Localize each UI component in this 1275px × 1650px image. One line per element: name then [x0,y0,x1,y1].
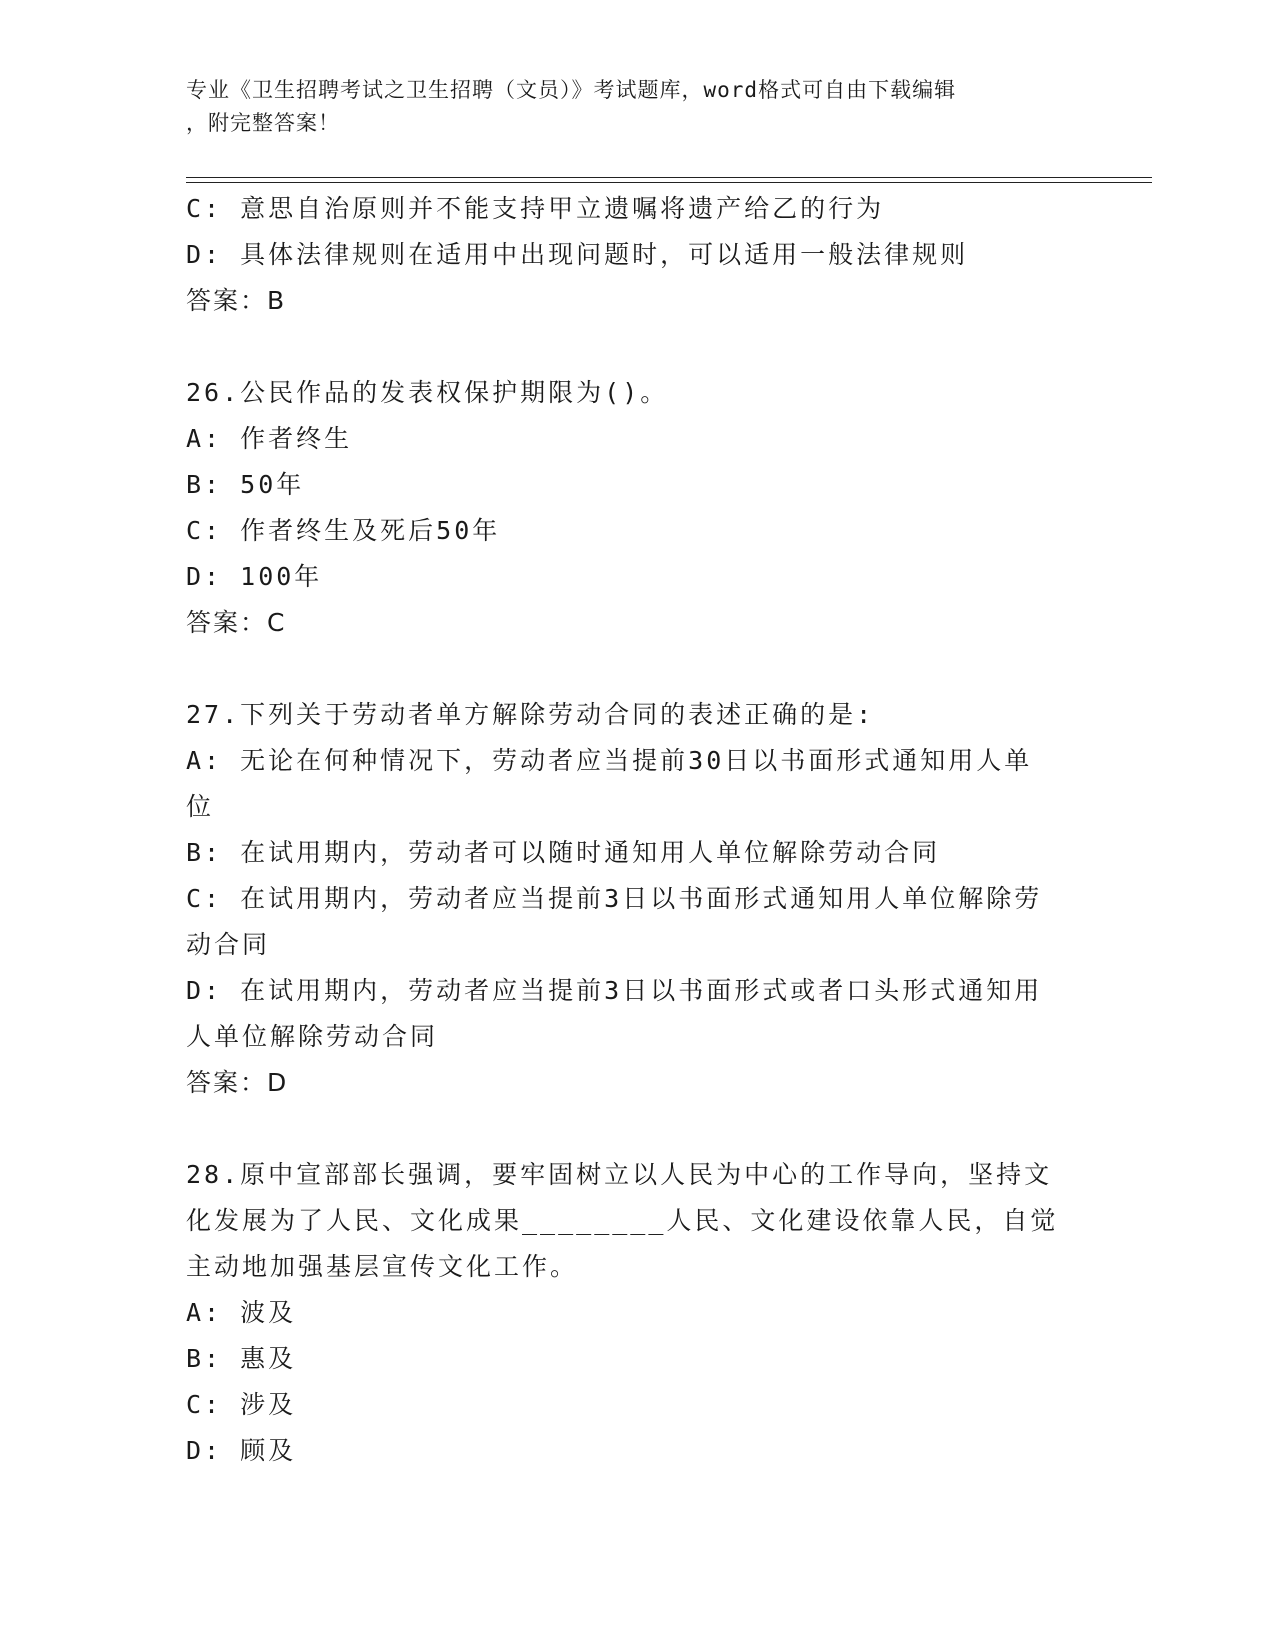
question-stem: 26.公民作品的发表权保护期限为()。 [186,378,669,407]
spacer [186,646,1086,692]
document-header [186,74,1066,140]
option-c: C: 意思自治原则并不能支持甲立遗嘱将遗产给乙的行为 [186,194,885,223]
header-line-1: 专业《卫生招聘考试之卫生招聘（文员）》考试题库，word格式可自由下载编辑 [186,78,957,102]
spacer [186,324,1086,370]
option-d: D: 100年 [186,562,323,591]
option-c: C: 涉及 [186,1390,297,1419]
answer-line: 答案：D [186,1068,289,1097]
option-d-line-2: 人单位解除劳动合同 [186,1022,439,1051]
option-d: D: 顾及 [186,1436,297,1465]
option-d-line-1: D: 在试用期内，劳动者应当提前3日以书面形式或者口头形式通知用 [186,976,1043,1005]
question-stem-line-2: 化发展为了人民、文化成果________人民、文化建设依靠人民，自觉 [186,1206,1059,1235]
question-stem-line-1: 28.原中宣部部长强调，要牢固树立以人民为中心的工作导向，坚持文 [186,1160,1053,1189]
question-content [186,186,1086,1474]
option-c-line-1: C: 在试用期内，劳动者应当提前3日以书面形式通知用人单位解除劳 [186,884,1043,913]
spacer [186,1106,1086,1152]
option-a-line-1: A: 无论在何种情况下，劳动者应当提前30日以书面形式通知用人单 [186,746,1033,775]
option-b: B: 在试用期内，劳动者可以随时通知用人单位解除劳动合同 [186,838,941,867]
answer-line: 答案：C [186,608,287,637]
question-28 [186,1152,1086,1474]
option-a: A: 波及 [186,1298,297,1327]
option-c: C: 作者终生及死后50年 [186,516,501,545]
option-a: A: 作者终生 [186,424,353,453]
question-stem: 27.下列关于劳动者单方解除劳动合同的表述正确的是: [186,700,875,729]
option-a-line-2: 位 [186,792,215,821]
answer-line: 答案：B [186,286,287,315]
option-c-line-2: 动合同 [186,930,271,959]
header-divider-top [186,177,1152,178]
option-b: B: 50年 [186,470,305,499]
question-stem-line-3: 主动地加强基层宣传文化工作。 [186,1252,579,1281]
previous-question-tail [186,186,1086,324]
option-b: B: 惠及 [186,1344,297,1373]
header-divider-bottom [186,182,1152,183]
question-26 [186,370,1086,646]
question-27 [186,692,1086,1106]
header-line-2: ，附完整答案！ [186,111,340,135]
option-d: D: 具体法律规则在适用中出现问题时，可以适用一般法律规则 [186,240,969,269]
